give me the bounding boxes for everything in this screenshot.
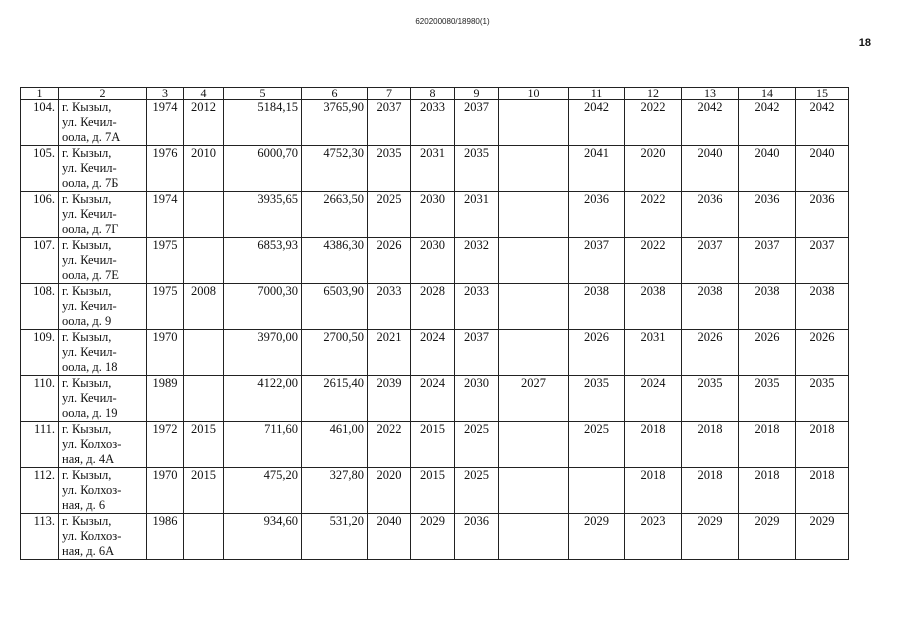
- year-col-12-cell: 2020: [625, 146, 682, 192]
- year-col-8-cell: 2028: [411, 284, 455, 330]
- year-col-7-cell: 2037: [368, 100, 411, 146]
- row-number-cell: 108.: [21, 284, 59, 330]
- total-area-cell: 4122,00: [224, 376, 302, 422]
- year-col-10-cell: [499, 468, 569, 514]
- year-col-8-cell: 2031: [411, 146, 455, 192]
- year-col-13-cell: 2029: [682, 514, 739, 560]
- table-row: [21, 146, 849, 192]
- address-cell: г. Кызыл, ул. Колхоз- ная, д. 4А: [59, 422, 147, 468]
- year-col-12-cell: 2022: [625, 100, 682, 146]
- column-header: 8: [411, 88, 455, 100]
- living-area-cell: 461,00: [302, 422, 368, 468]
- row-number-cell: 106.: [21, 192, 59, 238]
- year-col-7-cell: 2039: [368, 376, 411, 422]
- row-number-cell: 107.: [21, 238, 59, 284]
- year-col-8-cell: 2015: [411, 422, 455, 468]
- row-number-cell: 109.: [21, 330, 59, 376]
- year-built-cell: 1970: [147, 330, 184, 376]
- year-col-10-cell: [499, 422, 569, 468]
- year-col-14-cell: 2038: [739, 284, 796, 330]
- year-col-10-cell: [499, 284, 569, 330]
- year-col-10-cell: [499, 146, 569, 192]
- year-col-11-cell: 2025: [569, 422, 625, 468]
- address-cell: г. Кызыл, ул. Кечил- оола, д. 9: [59, 284, 147, 330]
- year-col-15-cell: 2035: [796, 376, 849, 422]
- row-number-cell: 104.: [21, 100, 59, 146]
- year-col-13-cell: 2018: [682, 468, 739, 514]
- column-header: 13: [682, 88, 739, 100]
- year-col-13-cell: 2040: [682, 146, 739, 192]
- year-col-9-cell: 2037: [455, 330, 499, 376]
- year-col-11-cell: [569, 468, 625, 514]
- year-col-11-cell: 2042: [569, 100, 625, 146]
- year-col-15-cell: 2040: [796, 146, 849, 192]
- address-cell: г. Кызыл, ул. Кечил- оола, д. 7Е: [59, 238, 147, 284]
- year-col-15-cell: 2018: [796, 422, 849, 468]
- year-built-cell: 1989: [147, 376, 184, 422]
- table-header-row: [21, 88, 849, 100]
- year-col-11-cell: 2036: [569, 192, 625, 238]
- year-col-9-cell: 2036: [455, 514, 499, 560]
- year-col-11-cell: 2037: [569, 238, 625, 284]
- year-col-7-cell: 2021: [368, 330, 411, 376]
- year-col-13-cell: 2018: [682, 422, 739, 468]
- column-header: 11: [569, 88, 625, 100]
- year-col-10-cell: [499, 100, 569, 146]
- year-built-cell: 1975: [147, 238, 184, 284]
- year-col-15-cell: 2038: [796, 284, 849, 330]
- year-built-cell: 1974: [147, 192, 184, 238]
- year-col-9-cell: 2031: [455, 192, 499, 238]
- total-area-cell: 3970,00: [224, 330, 302, 376]
- year-col-8-cell: 2024: [411, 376, 455, 422]
- year-col-10-cell: [499, 238, 569, 284]
- year-col-8-cell: 2030: [411, 238, 455, 284]
- year-col-10-cell: [499, 192, 569, 238]
- column-header: 9: [455, 88, 499, 100]
- year-col-14-cell: 2036: [739, 192, 796, 238]
- year-built-cell: 1974: [147, 100, 184, 146]
- row-number-cell: 110.: [21, 376, 59, 422]
- table-row: [21, 238, 849, 284]
- year-overhaul-cell: [184, 514, 224, 560]
- year-col-14-cell: 2018: [739, 468, 796, 514]
- address-cell: г. Кызыл, ул. Кечил- оола, д. 7Б: [59, 146, 147, 192]
- column-header: 5: [224, 88, 302, 100]
- table-row: [21, 422, 849, 468]
- table-row: [21, 284, 849, 330]
- year-built-cell: 1986: [147, 514, 184, 560]
- year-overhaul-cell: [184, 238, 224, 284]
- year-col-14-cell: 2035: [739, 376, 796, 422]
- living-area-cell: 3765,90: [302, 100, 368, 146]
- year-col-8-cell: 2033: [411, 100, 455, 146]
- table-row: [21, 376, 849, 422]
- year-col-12-cell: 2031: [625, 330, 682, 376]
- year-col-14-cell: 2018: [739, 422, 796, 468]
- total-area-cell: 934,60: [224, 514, 302, 560]
- year-col-12-cell: 2018: [625, 468, 682, 514]
- year-built-cell: 1972: [147, 422, 184, 468]
- living-area-cell: 531,20: [302, 514, 368, 560]
- year-col-12-cell: 2038: [625, 284, 682, 330]
- year-col-12-cell: 2022: [625, 192, 682, 238]
- year-overhaul-cell: 2015: [184, 422, 224, 468]
- year-col-7-cell: 2022: [368, 422, 411, 468]
- year-col-9-cell: 2033: [455, 284, 499, 330]
- year-col-13-cell: 2035: [682, 376, 739, 422]
- year-col-11-cell: 2038: [569, 284, 625, 330]
- year-col-11-cell: 2035: [569, 376, 625, 422]
- address-cell: г. Кызыл, ул. Колхоз- ная, д. 6: [59, 468, 147, 514]
- housing-register-table: [20, 87, 849, 560]
- year-col-13-cell: 2026: [682, 330, 739, 376]
- column-header: 7: [368, 88, 411, 100]
- document-id: 620200080/18980(1): [415, 17, 490, 26]
- year-col-7-cell: 2025: [368, 192, 411, 238]
- year-col-8-cell: 2029: [411, 514, 455, 560]
- total-area-cell: 6000,70: [224, 146, 302, 192]
- address-cell: г. Кызыл, ул. Колхоз- ная, д. 6А: [59, 514, 147, 560]
- row-number-cell: 105.: [21, 146, 59, 192]
- total-area-cell: 6853,93: [224, 238, 302, 284]
- column-header: 10: [499, 88, 569, 100]
- address-cell: г. Кызыл, ул. Кечил- оола, д. 18: [59, 330, 147, 376]
- year-col-13-cell: 2037: [682, 238, 739, 284]
- year-overhaul-cell: [184, 192, 224, 238]
- year-col-12-cell: 2018: [625, 422, 682, 468]
- living-area-cell: 2700,50: [302, 330, 368, 376]
- table-row: [21, 192, 849, 238]
- table-row: [21, 468, 849, 514]
- living-area-cell: 327,80: [302, 468, 368, 514]
- year-col-13-cell: 2036: [682, 192, 739, 238]
- living-area-cell: 4386,30: [302, 238, 368, 284]
- year-col-8-cell: 2030: [411, 192, 455, 238]
- year-col-13-cell: 2038: [682, 284, 739, 330]
- column-header: 1: [21, 88, 59, 100]
- year-col-15-cell: 2026: [796, 330, 849, 376]
- table-row: [21, 100, 849, 146]
- living-area-cell: 2615,40: [302, 376, 368, 422]
- year-col-14-cell: 2029: [739, 514, 796, 560]
- year-built-cell: 1970: [147, 468, 184, 514]
- living-area-cell: 2663,50: [302, 192, 368, 238]
- year-col-14-cell: 2042: [739, 100, 796, 146]
- year-col-9-cell: 2025: [455, 422, 499, 468]
- column-header: 2: [59, 88, 147, 100]
- year-col-15-cell: 2042: [796, 100, 849, 146]
- year-col-10-cell: 2027: [499, 376, 569, 422]
- living-area-cell: 4752,30: [302, 146, 368, 192]
- year-overhaul-cell: [184, 376, 224, 422]
- year-col-10-cell: [499, 330, 569, 376]
- year-col-11-cell: 2041: [569, 146, 625, 192]
- total-area-cell: 711,60: [224, 422, 302, 468]
- row-number-cell: 113.: [21, 514, 59, 560]
- year-col-8-cell: 2024: [411, 330, 455, 376]
- year-col-7-cell: 2033: [368, 284, 411, 330]
- table-row: [21, 330, 849, 376]
- year-col-11-cell: 2029: [569, 514, 625, 560]
- address-cell: г. Кызыл, ул. Кечил- оола, д. 7Г: [59, 192, 147, 238]
- table-row: [21, 514, 849, 560]
- column-header: 4: [184, 88, 224, 100]
- year-overhaul-cell: 2012: [184, 100, 224, 146]
- page-number: 18: [858, 37, 871, 49]
- row-number-cell: 112.: [21, 468, 59, 514]
- total-area-cell: 3935,65: [224, 192, 302, 238]
- year-col-10-cell: [499, 514, 569, 560]
- year-col-15-cell: 2036: [796, 192, 849, 238]
- total-area-cell: 7000,30: [224, 284, 302, 330]
- year-col-14-cell: 2026: [739, 330, 796, 376]
- year-built-cell: 1975: [147, 284, 184, 330]
- year-col-15-cell: 2037: [796, 238, 849, 284]
- year-col-9-cell: 2037: [455, 100, 499, 146]
- row-number-cell: 111.: [21, 422, 59, 468]
- year-overhaul-cell: [184, 330, 224, 376]
- year-col-9-cell: 2025: [455, 468, 499, 514]
- year-col-11-cell: 2026: [569, 330, 625, 376]
- year-overhaul-cell: 2008: [184, 284, 224, 330]
- column-header: 3: [147, 88, 184, 100]
- year-col-7-cell: 2040: [368, 514, 411, 560]
- year-col-12-cell: 2023: [625, 514, 682, 560]
- column-header: 12: [625, 88, 682, 100]
- year-col-9-cell: 2032: [455, 238, 499, 284]
- year-overhaul-cell: 2015: [184, 468, 224, 514]
- living-area-cell: 6503,90: [302, 284, 368, 330]
- address-cell: г. Кызыл, ул. Кечил- оола, д. 7А: [59, 100, 147, 146]
- year-col-9-cell: 2030: [455, 376, 499, 422]
- year-built-cell: 1976: [147, 146, 184, 192]
- year-col-9-cell: 2035: [455, 146, 499, 192]
- year-col-13-cell: 2042: [682, 100, 739, 146]
- year-col-14-cell: 2040: [739, 146, 796, 192]
- total-area-cell: 5184,15: [224, 100, 302, 146]
- year-overhaul-cell: 2010: [184, 146, 224, 192]
- year-col-12-cell: 2024: [625, 376, 682, 422]
- year-col-7-cell: 2035: [368, 146, 411, 192]
- year-col-14-cell: 2037: [739, 238, 796, 284]
- total-area-cell: 475,20: [224, 468, 302, 514]
- year-col-15-cell: 2018: [796, 468, 849, 514]
- address-cell: г. Кызыл, ул. Кечил- оола, д. 19: [59, 376, 147, 422]
- year-col-7-cell: 2026: [368, 238, 411, 284]
- year-col-7-cell: 2020: [368, 468, 411, 514]
- year-col-12-cell: 2022: [625, 238, 682, 284]
- year-col-15-cell: 2029: [796, 514, 849, 560]
- column-header: 6: [302, 88, 368, 100]
- column-header: 15: [796, 88, 849, 100]
- column-header: 14: [739, 88, 796, 100]
- year-col-8-cell: 2015: [411, 468, 455, 514]
